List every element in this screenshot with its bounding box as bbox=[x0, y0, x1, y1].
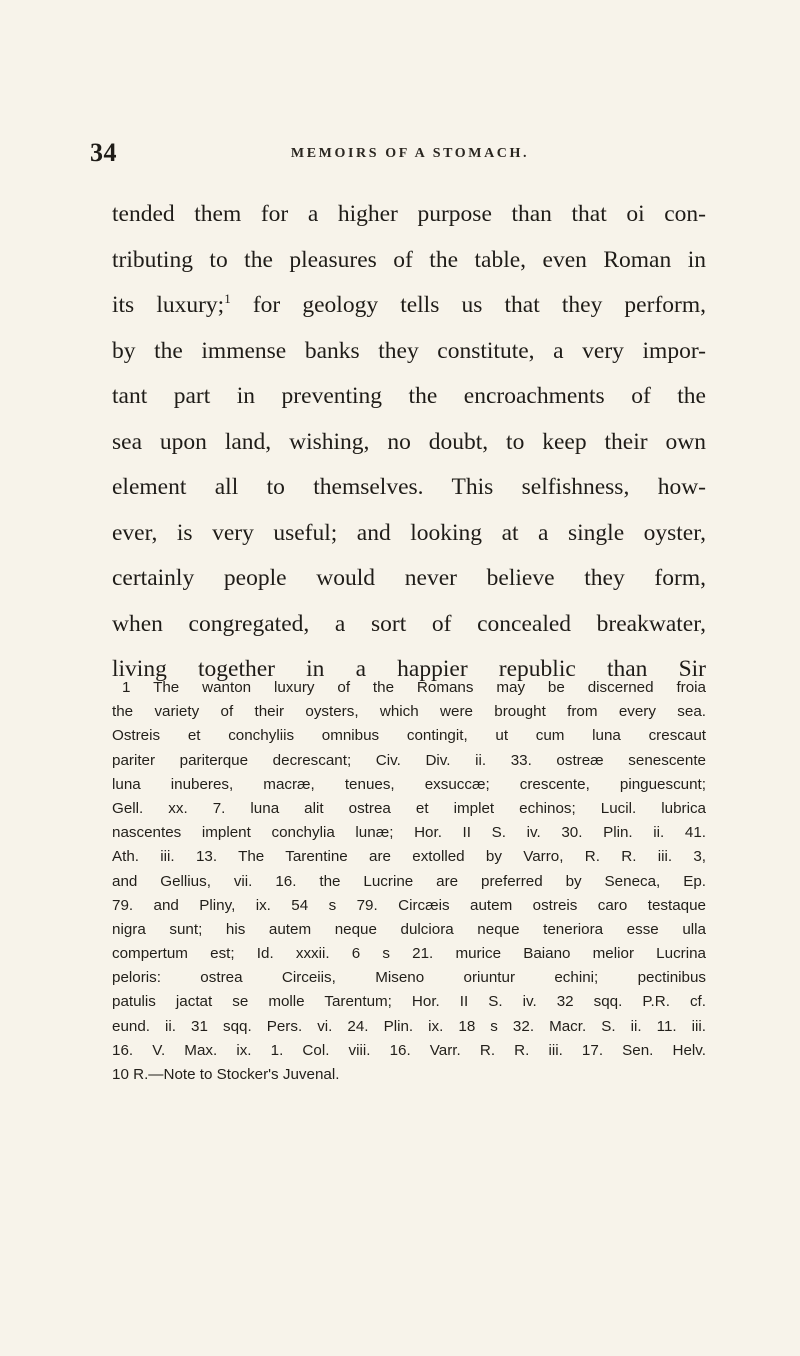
footnote-line: peloris: ostrea Circeiis, Miseno oriuntur echini; pectinibus bbox=[112, 969, 706, 987]
text-line: tributing to the pleasures of the table, even Roman in bbox=[112, 246, 706, 273]
footnote-line: luna inuberes, macræ, tenues, exsuccæ; crescente, pinguescunt; bbox=[112, 775, 706, 793]
text-line: certainly people would never believe they form, bbox=[112, 565, 706, 591]
text-line: tended them for a higher purpose than that oi con- bbox=[112, 201, 706, 227]
footnote-line: nigra sunt; his autem neque dulciora neque teneriora esse ulla bbox=[112, 920, 706, 938]
footnote-line: 16. V. Max. ix. 1. Col. viii. 16. Varr. R. R. iii. 17. Sen. Helv. bbox=[112, 1041, 706, 1059]
running-title: MEMOIRS OF A STOMACH. bbox=[290, 146, 530, 161]
text-line: living together in a happier republic than Sir bbox=[112, 656, 706, 682]
page-number: 34 bbox=[90, 138, 117, 167]
footnote-marker: 1 bbox=[122, 679, 131, 696]
footnote-line: patulis jactat se molle Tarentum; Hor. II S. iv. 32 sqq. P.R. cf. bbox=[112, 993, 706, 1011]
footnote-line: Ath. iii. 13. The Tarentine are extolled by Varro, R. R. iii. 3, bbox=[112, 848, 706, 866]
footnote-line bbox=[112, 676, 706, 700]
text-line: ever, is very useful; and looking at a single oyster, bbox=[112, 519, 706, 546]
footnote-line: compertum est; Id. xxxii. 6 s 21. murice Baiano melior Lucrina bbox=[112, 945, 706, 963]
footnote-line: and Gellius, vii. 16. the Lucrine are preferred by Seneca, Ep. bbox=[112, 872, 706, 890]
page-header bbox=[90, 138, 730, 178]
footnote-line: the variety of their oysters, which were brought from every sea. bbox=[112, 703, 706, 721]
footnote-line: eund. ii. 31 sqq. Pers. vi. 24. Plin. ix. 18 s 32. Macr. S. ii. 11. iii. bbox=[112, 1017, 706, 1035]
footnote-line: Gell. xx. 7. luna alit ostrea et implet echinos; Lucil. lubrica bbox=[112, 799, 706, 817]
text-line: tant part in preventing the encroachments of the bbox=[112, 383, 706, 409]
footnote-reference: 1 bbox=[224, 291, 231, 307]
text-line: sea upon land, wishing, no doubt, to keep their own bbox=[112, 428, 706, 455]
footnote-text: The wanton luxury of the Romans may be discerned froia bbox=[153, 679, 706, 696]
footnote-line: pariter pariterque decrescant; Civ. Div. ii. 33. ostreæ senescente bbox=[112, 751, 706, 769]
footnote-line: Ostreis et conchyliis omnibus contingit, ut cum luna crescaut bbox=[112, 727, 706, 745]
footnote-line: 10 R.—Note to Stocker's Juvenal. bbox=[112, 1066, 340, 1083]
text-fragment: its luxury; bbox=[112, 292, 225, 318]
footnote-line: 79. and Pliny, ix. 54 s 79. Circæis autem ostreis caro testaque bbox=[112, 896, 706, 914]
text-line: element all to themselves. This selfishness, how- bbox=[112, 474, 706, 500]
body-text bbox=[112, 192, 706, 693]
footnote bbox=[112, 676, 706, 1087]
text-fragment: for geology tells us that they perform, bbox=[252, 292, 706, 318]
text-line: when congregated, a sort of concealed breakwater, bbox=[112, 610, 706, 637]
text-line-with-footnote-ref bbox=[112, 283, 706, 329]
text-line: by the immense banks they constitute, a very impor- bbox=[112, 337, 706, 364]
footnote-line: nascentes implent conchylia lunæ; Hor. II S. iv. 30. Plin. ii. 41. bbox=[112, 824, 706, 842]
